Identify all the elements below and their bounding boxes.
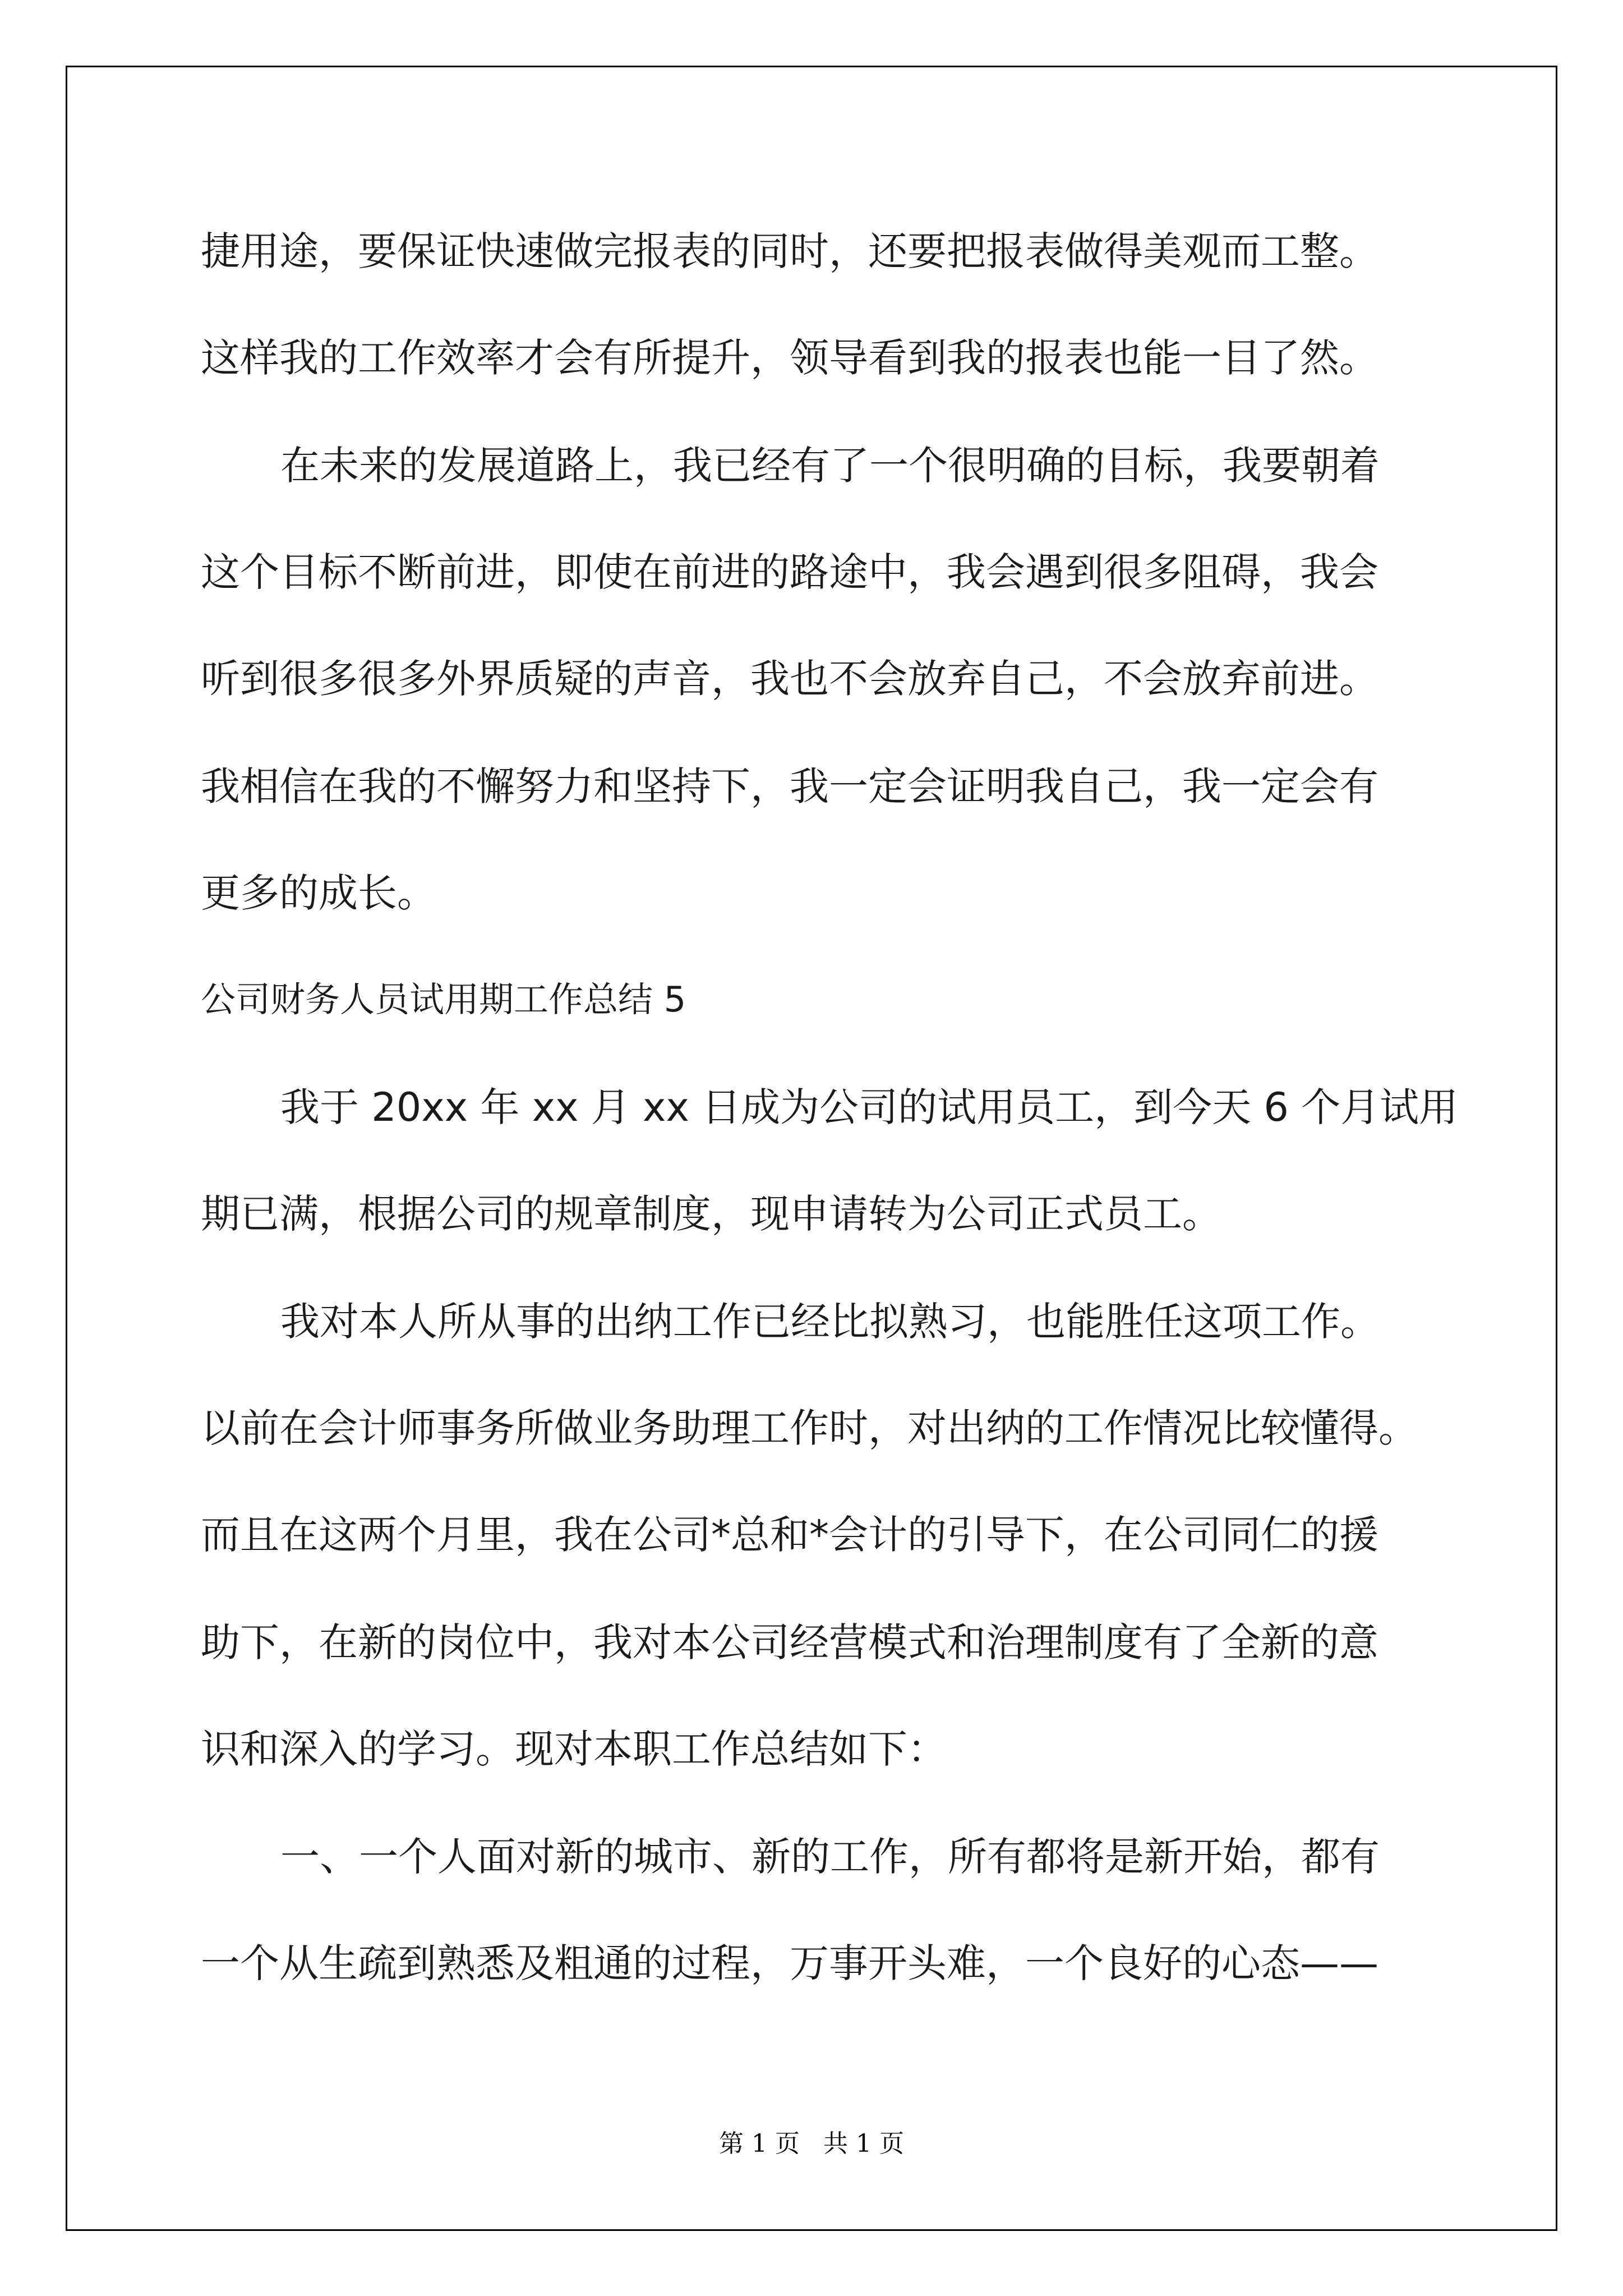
body-line: 这样我的工作效率才会有所提升，领导看到我的报表也能一目了然。 (201, 335, 1378, 381)
page-number: 第 1 页 (719, 2129, 800, 2158)
paragraph-first-line: 一、一个人面对新的城市、新的工作，所有都将是新开始，都有 (280, 1834, 1380, 1880)
body-line: 捷用途，要保证快速做完报表的同时，还要把报表做得美观而工整。 (201, 228, 1378, 274)
body-line: 一个从生疏到熟悉及粗通的过程，万事开头难，一个良好的心态—— (201, 1940, 1378, 1986)
section-heading: 公司财务人员试用期工作总结 5 (201, 979, 686, 1020)
paragraph-first-line: 在未来的发展道路上，我已经有了一个很明确的目标，我要朝着 (280, 443, 1380, 489)
body-line: 而且在这两个月里，我在公司*总和*会计的引导下，在公司同仁的援 (201, 1512, 1378, 1558)
body-line: 我相信在我的不懈努力和坚持下，我一定会证明我自己，我一定会有 (201, 763, 1378, 809)
body-line: 以前在会计师事务所做业务助理工作时，对出纳的工作情况比较懂得。 (201, 1405, 1418, 1451)
paragraph-first-line: 我于 20xx 年 xx 月 xx 日成为公司的试用员工，到今天 6 个月试用 (280, 1084, 1459, 1130)
page-footer (0, 2130, 1623, 2158)
page-border (66, 66, 1557, 2231)
page-total: 共 1 页 (823, 2129, 904, 2158)
body-line: 听到很多很多外界质疑的声音，我也不会放弃自己，不会放弃前进。 (201, 656, 1378, 702)
body-line: 更多的成长。 (201, 870, 436, 916)
body-line: 这个目标不断前进，即使在前进的路途中，我会遇到很多阻碍，我会 (201, 549, 1378, 595)
paragraph-first-line: 我对本人所从事的出纳工作已经比拟熟习，也能胜任这项工作。 (280, 1299, 1380, 1345)
body-line: 期已满，根据公司的规章制度，现申请转为公司正式员工。 (201, 1191, 1221, 1237)
body-line: 识和深入的学习。现对本职工作总结如下： (201, 1726, 947, 1772)
body-line: 助下，在新的岗位中，我对本公司经营模式和治理制度有了全新的意 (201, 1619, 1378, 1665)
